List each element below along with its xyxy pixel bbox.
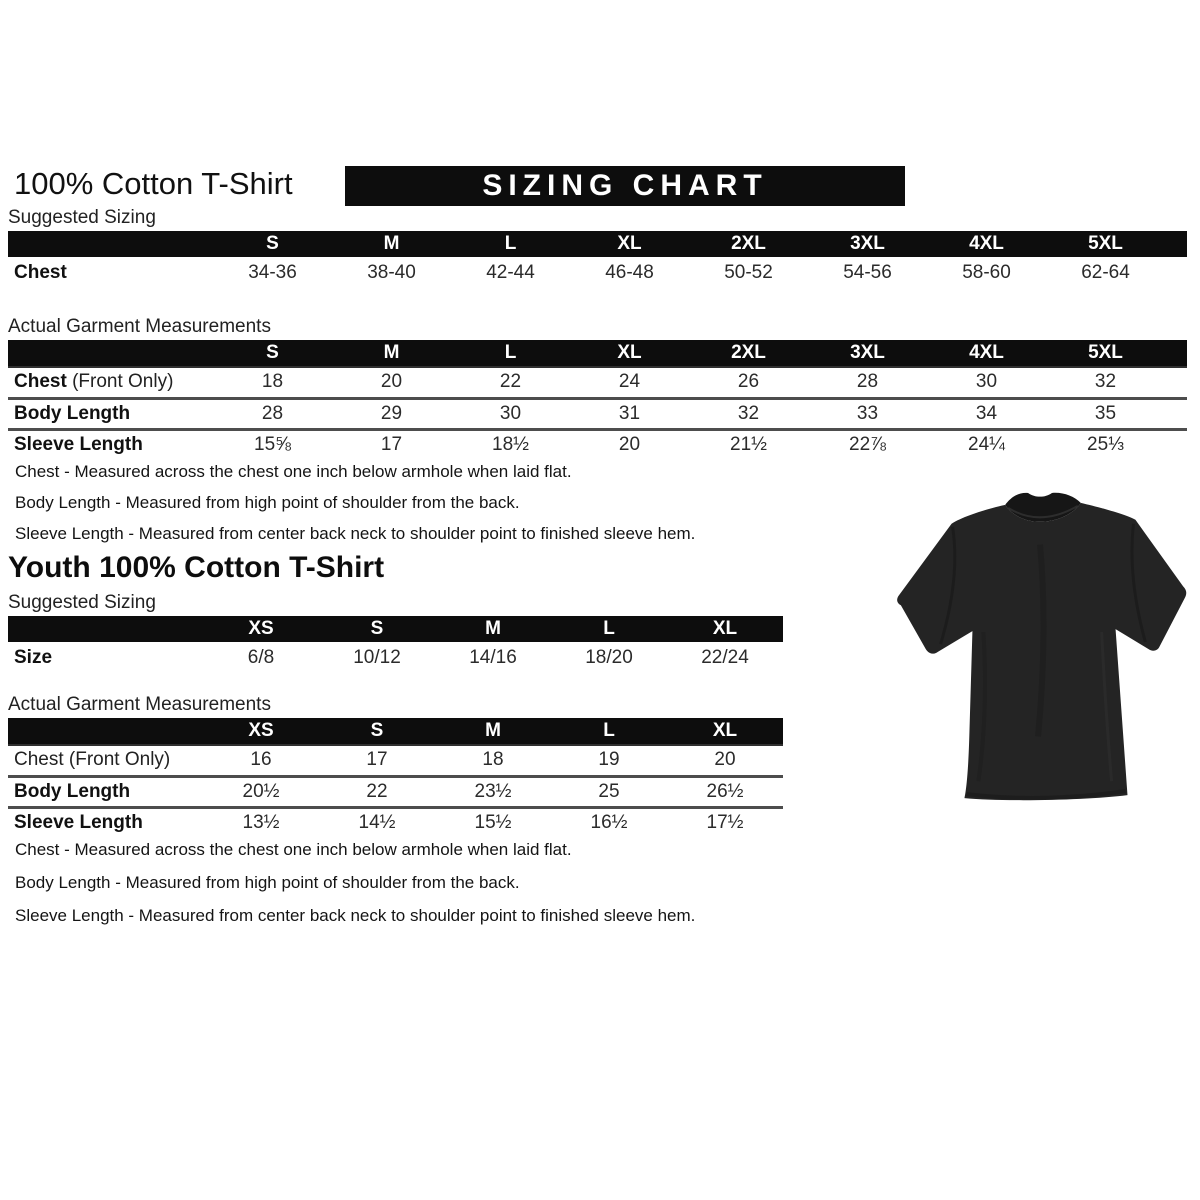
measurement-cell: 14/16	[469, 646, 517, 668]
measurement-cell: 15⅝	[254, 434, 291, 456]
adult-sleeve-length-row	[8, 429, 1187, 460]
note-line: Body Length - Measured from high point of shoulder from the back.	[15, 873, 520, 892]
measurement-cell: 28	[261, 402, 284, 424]
size-col-header: L	[451, 231, 570, 257]
measurement-cell: 25⅓	[1087, 434, 1124, 456]
measurement-cell: 20	[714, 749, 736, 771]
youth-suggested-sizing-heading: Suggested Sizing	[8, 592, 156, 613]
size-col-header: 2XL	[689, 340, 808, 367]
measurement-cell: 20	[380, 371, 403, 393]
measurement-cell: 54-56	[843, 261, 892, 283]
adult-body-length-row	[8, 398, 1187, 429]
size-col-header: S	[319, 616, 435, 642]
measurement-cell: 38-40	[367, 261, 416, 283]
measurement-cell: 17½	[706, 812, 744, 834]
measurement-cell: 14½	[358, 812, 396, 834]
measurement-cell: 18	[261, 371, 284, 393]
size-col-header: L	[551, 718, 667, 745]
note-line: Chest - Measured across the chest one inch below armhole when laid flat.	[15, 462, 572, 481]
measurement-cell: 42-44	[486, 261, 535, 283]
filler-header-cell	[1165, 340, 1187, 367]
size-col-header: XS	[203, 718, 319, 745]
measurement-cell: 62-64	[1081, 261, 1130, 283]
measurement-cell: 24	[618, 371, 641, 393]
note-line: Sleeve Length - Measured from center back neck to shoulder point to finished sleeve hem.	[15, 524, 696, 543]
measurement-cell: 21½	[730, 434, 767, 456]
youth-section-title: Youth 100% Cotton T-Shirt	[8, 551, 385, 584]
row-label: Sleeve Length	[14, 812, 143, 834]
measurement-cell: 30	[499, 402, 522, 424]
measurement-cell: 26	[737, 371, 760, 393]
note-line: Body Length - Measured from high point of shoulder from the back.	[15, 493, 520, 512]
measurement-cell: 33	[856, 402, 879, 424]
filler-cell	[1165, 398, 1187, 429]
measurement-cell: 29	[380, 402, 403, 424]
measurement-cell: 23½	[474, 780, 512, 802]
size-col-header: L	[451, 340, 570, 367]
measurement-cell: 31	[618, 402, 641, 424]
measurement-cell: 25	[598, 780, 620, 802]
measurement-cell: 30	[975, 371, 998, 393]
measurement-cell: 22	[499, 371, 522, 393]
adult-suggested-sizing-table	[8, 231, 1187, 288]
measurement-cell: 46-48	[605, 261, 654, 283]
size-col-header: XL	[570, 340, 689, 367]
row-label-note: (Front Only)	[66, 371, 174, 393]
measurement-cell: 15½	[474, 812, 512, 834]
youth-suggested-header-row	[8, 616, 783, 642]
measurement-cell: 32	[1094, 371, 1117, 393]
note-line: Chest - Measured across the chest one inch below armhole when laid flat.	[15, 840, 572, 859]
empty-header-cell	[8, 616, 203, 642]
measurement-cell: 34-36	[248, 261, 297, 283]
row-label: Sleeve Length	[14, 434, 143, 456]
note-line: Sleeve Length - Measured from center back neck to shoulder point to finished sleeve hem.	[15, 906, 696, 925]
size-col-header: S	[319, 718, 435, 745]
measurement-cell: 20½	[242, 780, 280, 802]
youth-measurement-notes	[15, 840, 815, 937]
adult-chest-range-row	[8, 257, 1187, 288]
youth-suggested-sizing-table	[8, 616, 783, 673]
youth-chest-row	[8, 745, 783, 776]
size-col-header: M	[435, 718, 551, 745]
row-label: Size	[14, 646, 53, 668]
filler-header-cell	[1165, 231, 1187, 257]
adult-actual-measurements-heading: Actual Garment Measurements	[8, 316, 271, 337]
black-tshirt-photo	[888, 483, 1198, 811]
size-col-header: 3XL	[808, 340, 927, 367]
measurement-cell: 18/20	[585, 646, 633, 668]
measurement-cell: 32	[737, 402, 760, 424]
row-label: Body Length	[14, 780, 131, 802]
youth-actual-measurements-heading: Actual Garment Measurements	[8, 694, 271, 715]
adult-actual-header-row	[8, 340, 1187, 367]
row-label: Chest (Front Only)	[14, 749, 171, 771]
measurement-cell: 17	[380, 434, 403, 456]
adult-section-title: 100% Cotton T-Shirt	[14, 166, 293, 201]
size-col-header: 5XL	[1046, 340, 1165, 367]
measurement-cell: 28	[856, 371, 879, 393]
size-col-header: 4XL	[927, 340, 1046, 367]
filler-cell	[1165, 429, 1187, 460]
size-col-header: S	[213, 340, 332, 367]
measurement-cell: 18	[482, 749, 504, 771]
measurement-cell: 20	[618, 434, 641, 456]
measurement-cell: 16	[250, 749, 272, 771]
size-col-header: 5XL	[1046, 231, 1165, 257]
measurement-cell: 19	[598, 749, 620, 771]
measurement-cell: 22	[366, 780, 388, 802]
measurement-cell: 18½	[492, 434, 529, 456]
size-col-header: 4XL	[927, 231, 1046, 257]
size-col-header: 2XL	[689, 231, 808, 257]
measurement-cell: 34	[975, 402, 998, 424]
size-col-header: M	[332, 340, 451, 367]
youth-actual-header-row	[8, 718, 783, 745]
adult-measurement-notes	[15, 462, 815, 555]
empty-header-cell	[8, 718, 203, 745]
measurement-cell: 22/24	[701, 646, 749, 668]
filler-cell	[1165, 257, 1187, 288]
measurement-cell: 13½	[242, 812, 280, 834]
measurement-cell: 17	[366, 749, 388, 771]
size-col-header: XL	[667, 718, 783, 745]
adult-chest-row	[8, 367, 1187, 398]
measurement-cell: 6/8	[247, 646, 275, 668]
empty-header-cell	[8, 340, 213, 367]
row-label: Body Length	[14, 402, 131, 424]
empty-header-cell	[8, 231, 213, 257]
measurement-cell: 16½	[590, 812, 628, 834]
youth-actual-measurements-table	[8, 718, 783, 838]
size-col-header: XL	[570, 231, 689, 257]
youth-body-length-row	[8, 776, 783, 807]
youth-sleeve-length-row	[8, 807, 783, 838]
measurement-cell: 58-60	[962, 261, 1011, 283]
measurement-cell: 35	[1094, 402, 1117, 424]
size-col-header: L	[551, 616, 667, 642]
filler-cell	[1165, 367, 1187, 398]
measurement-cell: 26½	[706, 780, 744, 802]
measurement-cell: 10/12	[353, 646, 401, 668]
measurement-cell: 50-52	[724, 261, 773, 283]
row-label	[8, 367, 213, 398]
size-col-header: S	[213, 231, 332, 257]
sizing-chart-banner-label: SIZING CHART	[482, 169, 768, 202]
size-col-header: XL	[667, 616, 783, 642]
measurement-cell: 24¼	[968, 434, 1005, 456]
adult-actual-measurements-table	[8, 340, 1187, 460]
row-label-strong: Chest	[14, 371, 67, 393]
size-col-header: XS	[203, 616, 319, 642]
sizing-chart-banner	[345, 166, 905, 206]
adult-suggested-header-row	[8, 231, 1187, 257]
size-col-header: M	[332, 231, 451, 257]
size-col-header: M	[435, 616, 551, 642]
youth-size-row	[8, 642, 783, 673]
row-label: Chest	[14, 261, 67, 283]
tshirt-illustration	[888, 483, 1198, 811]
size-col-header: 3XL	[808, 231, 927, 257]
measurement-cell: 22⅞	[849, 434, 886, 456]
adult-suggested-sizing-heading: Suggested Sizing	[8, 207, 156, 228]
